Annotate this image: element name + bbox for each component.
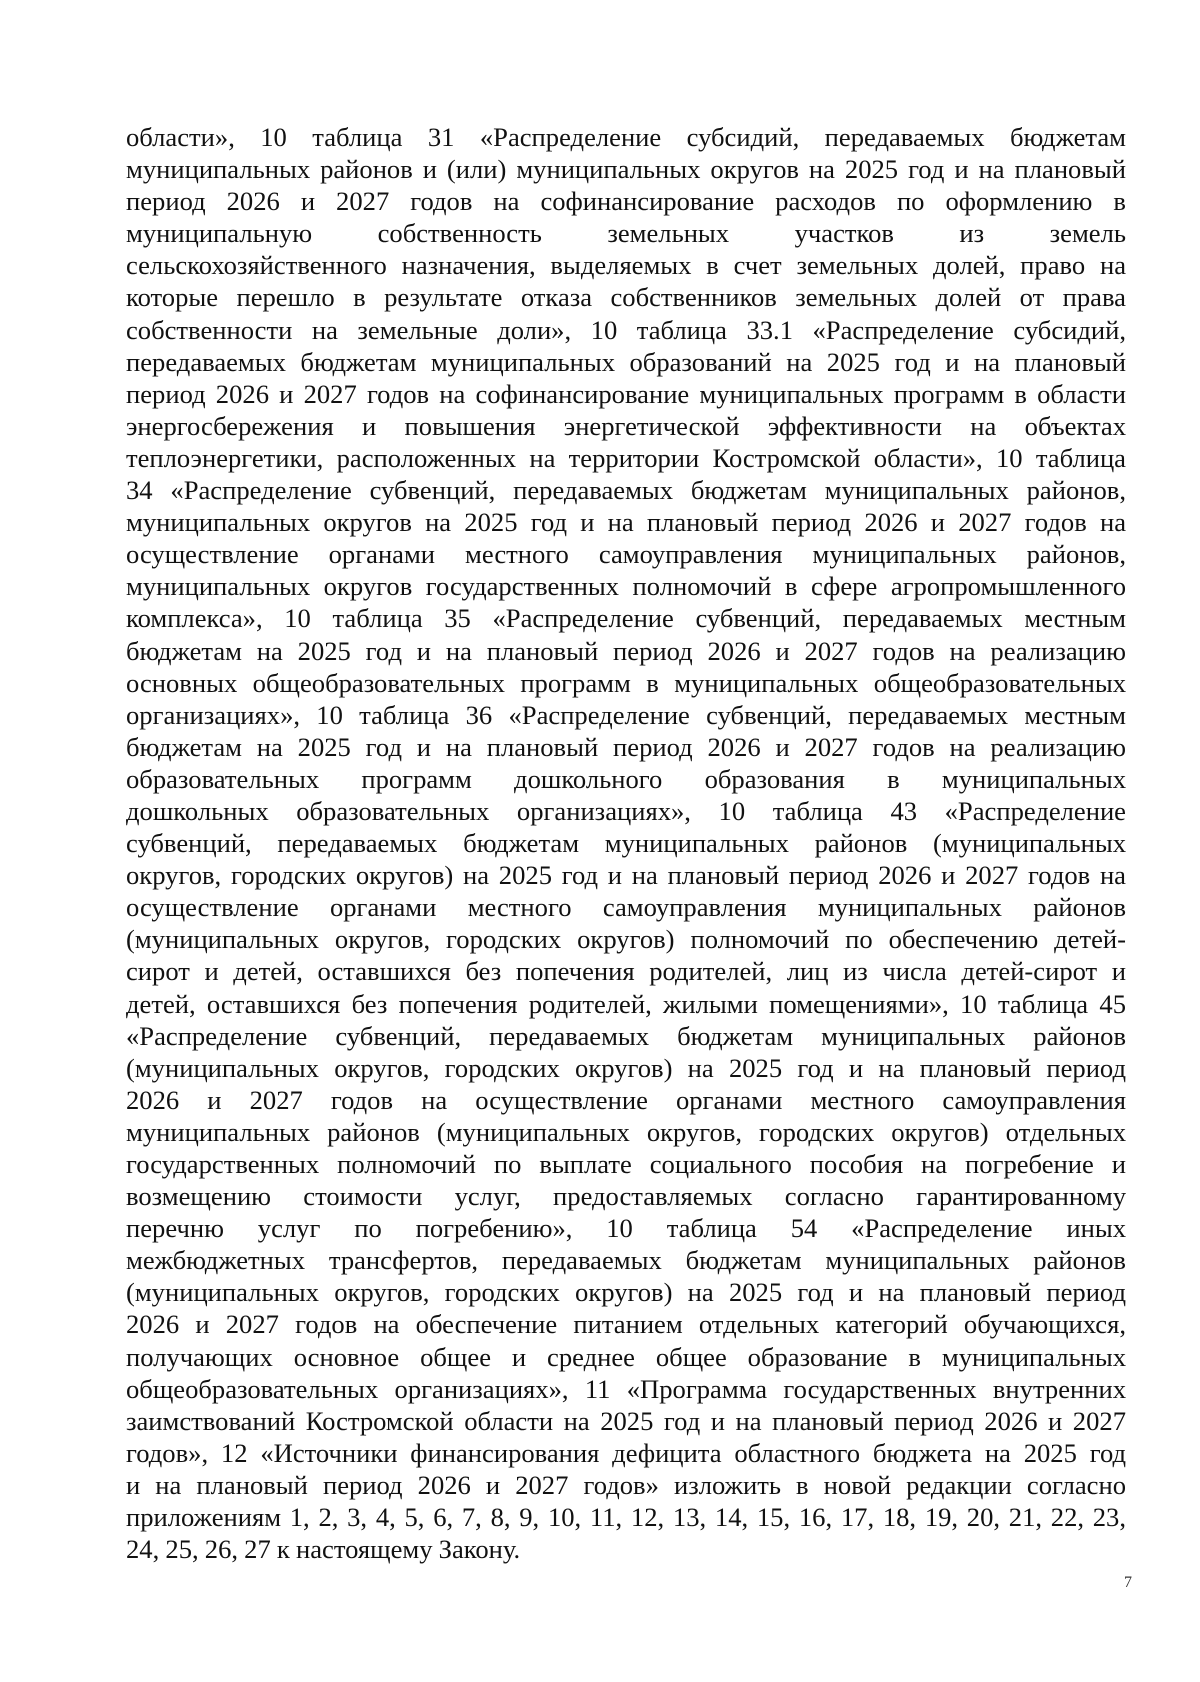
paragraph-line: 24, 25, 26, 27 к настоящему Закону. bbox=[126, 1534, 521, 1565]
paragraph-line: (муниципальных округов, городских округов) на 2025 год и на плановый период bbox=[126, 1277, 1126, 1308]
paragraph-line: возмещению стоимости услуг, предоставляемых согласно гарантированному bbox=[126, 1181, 1126, 1212]
paragraph-line: муниципальную собственность земельных участков из земель bbox=[126, 218, 1126, 249]
paragraph-line: муниципальных округов на 2025 год и на плановый период 2026 и 2027 годов на bbox=[126, 507, 1126, 538]
paragraph-line: образовательных программ дошкольного образования в муниципальных bbox=[126, 763, 1126, 794]
paragraph-line: государственных полномочий по выплате социального пособия на погребение и bbox=[126, 1149, 1126, 1179]
paragraph-line: собственности на земельные доли», 10 таблица 33.1 «Распределение субсидий, bbox=[126, 314, 1126, 345]
paragraph-line: муниципальных районов и (или) муниципальных округов на 2025 год и на плановый bbox=[126, 154, 1126, 185]
paragraph-line: детей, оставшихся без попечения родителей, жилыми помещениями», 10 таблица 45 bbox=[126, 988, 1126, 1019]
paragraph-line: (муниципальных округов, городских округов) полномочий по обеспечению детей- bbox=[126, 924, 1126, 955]
paragraph-line: теплоэнергетики, расположенных на территории Костромской области», 10 таблица bbox=[126, 442, 1126, 473]
paragraph-line: сирот и детей, оставшихся без попечения родителей, лиц из числа детей-сирот и bbox=[126, 956, 1126, 987]
paragraph-line: округов, городских округов) на 2025 год и на плановый период 2026 и 2027 годов на bbox=[126, 860, 1126, 891]
paragraph-line: дошкольных образовательных организациях», 10 таблица 43 «Распределение bbox=[126, 795, 1126, 826]
paragraph-line: приложениям 1, 2, 3, 4, 5, 6, 7, 8, 9, 10, 11, 12, 13, 14, 15, 16, 17, 18, 19, 20, 21, 22, 23, bbox=[126, 1502, 1126, 1533]
page-number: 7 bbox=[1124, 1574, 1132, 1591]
paragraph-line: 2026 и 2027 годов на обеспечение питанием отдельных категорий обучающихся, bbox=[126, 1309, 1126, 1340]
paragraph-line: основных общеобразовательных программ в муниципальных общеобразовательных bbox=[126, 667, 1126, 698]
body-paragraph bbox=[126, 121, 1126, 1565]
paragraph-line: и на плановый период 2026 и 2027 годов» изложить в новой редакции согласно bbox=[126, 1469, 1126, 1500]
paragraph-line: общеобразовательных организациях», 11 «Программа государственных внутренних bbox=[126, 1373, 1126, 1404]
paragraph-line: муниципальных округов государственных полномочий в сфере агропромышленного bbox=[126, 571, 1126, 602]
paragraph-line: период 2026 и 2027 годов на софинансирование муниципальных программ в области bbox=[126, 378, 1126, 409]
paragraph-line: 34 «Распределение субвенций, передаваемых бюджетам муниципальных районов, bbox=[126, 475, 1126, 506]
paragraph-line: комплекса», 10 таблица 35 «Распределение субвенций, передаваемых местным bbox=[126, 603, 1126, 634]
paragraph-line: сельскохозяйственного назначения, выделяемых в счет земельных долей, право на bbox=[126, 250, 1126, 281]
paragraph-line: муниципальных районов (муниципальных округов, городских округов) отдельных bbox=[126, 1116, 1126, 1147]
paragraph-line: перечню услуг по погребению», 10 таблица 54 «Распределение иных bbox=[126, 1213, 1126, 1244]
paragraph-line: годов», 12 «Источники финансирования дефицита областного бюджета на 2025 год bbox=[126, 1437, 1126, 1468]
paragraph-line: субвенций, передаваемых бюджетам муниципальных районов (муниципальных bbox=[126, 828, 1126, 859]
paragraph-line: области», 10 таблица 31 «Распределение субсидий, передаваемых бюджетам bbox=[126, 122, 1126, 152]
paragraph-line: энергосбережения и повышения энергетической эффективности на объектах bbox=[126, 410, 1126, 441]
paragraph-line: которые перешло в результате отказа собственников земельных долей от права bbox=[126, 282, 1126, 313]
paragraph-line: заимствований Костромской области на 2025 год и на плановый период 2026 и 2027 bbox=[126, 1405, 1126, 1436]
paragraph-line: период 2026 и 2027 годов на софинансирование расходов по оформлению в bbox=[126, 186, 1126, 217]
paragraph-line: организациях», 10 таблица 36 «Распределение субвенций, передаваемых местным bbox=[126, 699, 1126, 730]
paragraph-line: (муниципальных округов, городских округов) на 2025 год и на плановый период bbox=[126, 1052, 1126, 1083]
paragraph-line: «Распределение субвенций, передаваемых бюджетам муниципальных районов bbox=[126, 1020, 1126, 1051]
paragraph-line: получающих основное общее и среднее общее образование в муниципальных bbox=[126, 1341, 1126, 1372]
paragraph-line: межбюджетных трансфертов, передаваемых бюджетам муниципальных районов bbox=[126, 1245, 1126, 1276]
paragraph-line: осуществление органами местного самоуправления муниципальных районов, bbox=[126, 539, 1126, 570]
paragraph-line: бюджетам на 2025 год и на плановый период 2026 и 2027 годов на реализацию bbox=[126, 731, 1126, 762]
paragraph-line: осуществление органами местного самоуправления муниципальных районов bbox=[126, 892, 1126, 923]
paragraph-line: 2026 и 2027 годов на осуществление органами местного самоуправления bbox=[126, 1084, 1126, 1115]
paragraph-line: передаваемых бюджетам муниципальных образований на 2025 год и на плановый bbox=[126, 346, 1126, 377]
paragraph-line: бюджетам на 2025 год и на плановый период 2026 и 2027 годов на реализацию bbox=[126, 635, 1126, 666]
